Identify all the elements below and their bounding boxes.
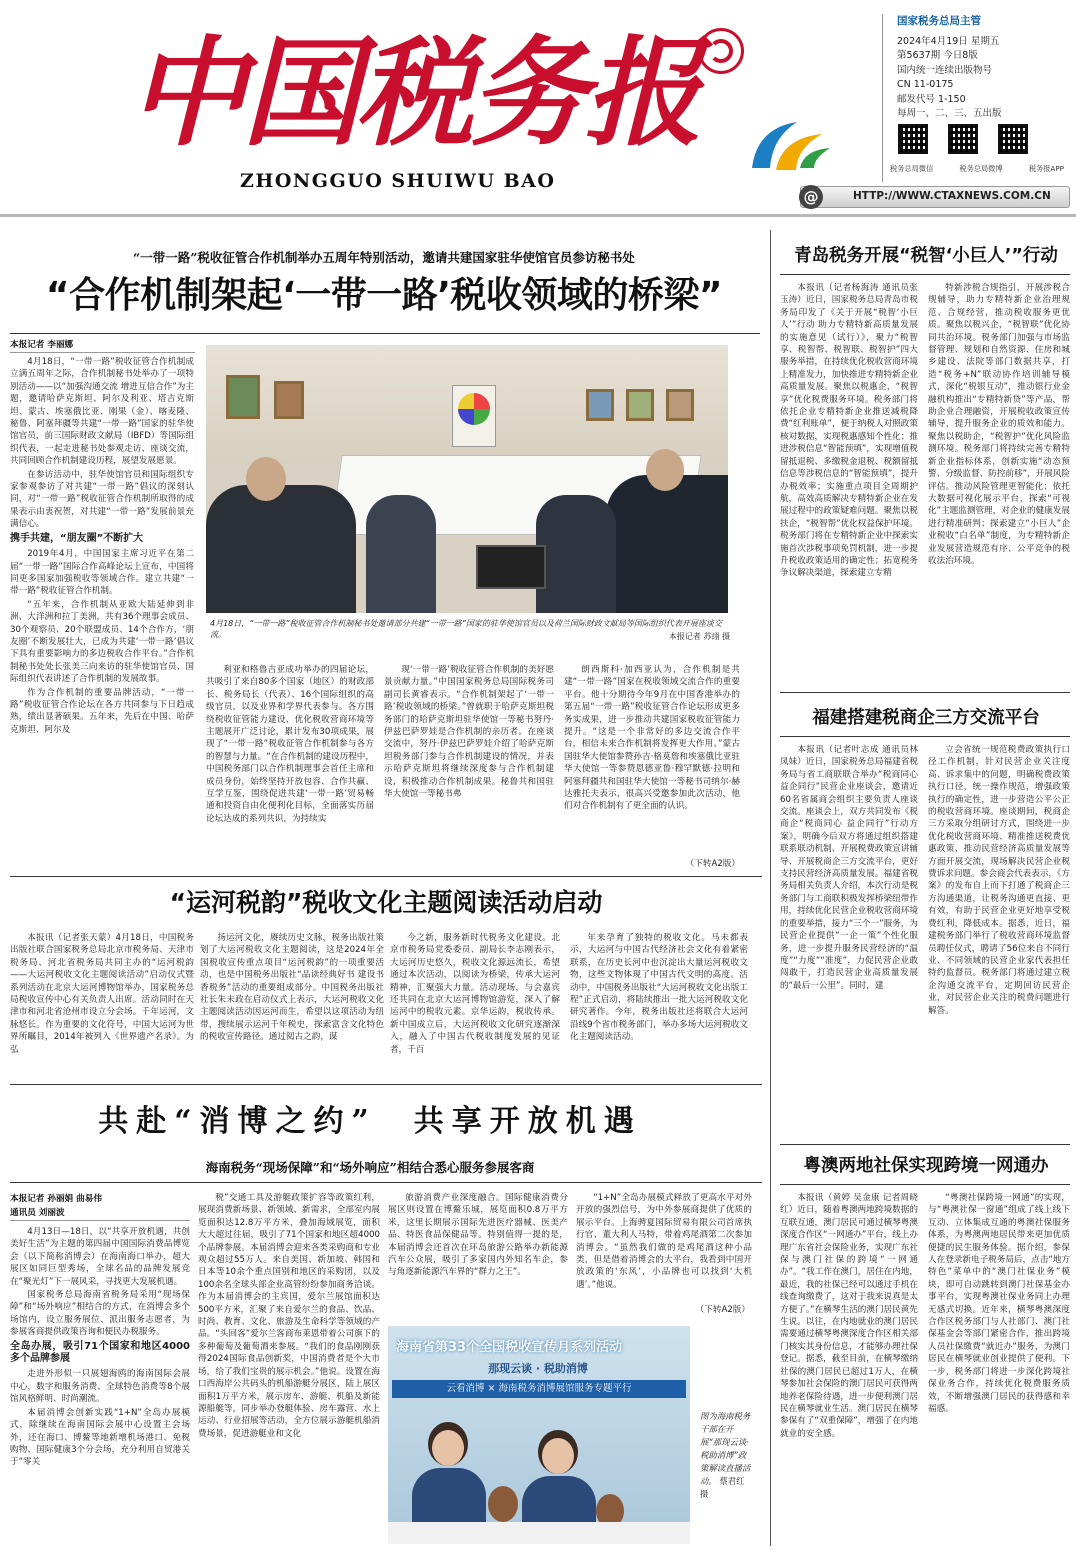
publication-schedule: 每周一、二、三、五出版 bbox=[897, 108, 1002, 119]
side2-col1 bbox=[780, 744, 918, 1134]
supervisor-line: 国家税务总局主管 bbox=[897, 15, 981, 27]
lead-paragraph: 4月18日，“一带一路”税收征管合作机制成立满五周年之际，合作机制秘书处举办了一项特别活动——以“加强沟通交流 增进互信合作”为主题，邀请哈萨克斯坦、阿尔及利亚、塔吉克斯坦、蒙古、埃塞俄比亚、刚果（金）、喀麦隆、秘鲁、阿塞拜疆等共建“一带一路”国家的驻华使馆官员，前三国际财政文献局（IBFD）等国际组织代表，一起走进秘书处参观走访、座谈交流，共同回顾合作机制建设历程，展望发展愿景。 bbox=[10, 357, 194, 467]
at-icon: @ bbox=[799, 185, 823, 209]
side2-col2 bbox=[928, 744, 1070, 1134]
lead-paragraph: “五年来，合作机制从亚欧大陆延伸到非洲、大洋洲和拉丁美洲，共有36个理事会成员、30个观察员、20个联盟成员、14个合作方，‘朋友圈’不断发展壮大，已成为共建‘一带一路’倡议下具有重要影响力的多边税收合作平台。”合作机制秘书处处长张美三向来访的驻华使馆官员、国际组织代表讲述了合作机制的发展故事。 bbox=[10, 599, 194, 685]
lead-photo-caption: 4月18日，“一带一路”税收征管合作机制秘书处邀请部分共建“一带一路”国家的驻华使馆官员以及荷兰国际财政文献局等国际组织代表开展座谈交流。 bbox=[210, 619, 722, 639]
lead-headline: “合作机制架起‘一带一路’税收领域的桥梁” bbox=[45, 275, 723, 316]
article3-byline: 本报记者 孙丽娟 曲易伟 bbox=[10, 1194, 102, 1204]
url-bar[interactable] bbox=[800, 186, 1070, 208]
side1-col1 bbox=[780, 282, 918, 682]
article3-subhead: 海南税务“现场保障”和“场外响应”相结合悉心服务参展客商 bbox=[205, 1160, 535, 1175]
qr-label-app: 税务报APP bbox=[1028, 164, 1064, 173]
article2-paragraph: 扬运河文化，赓续历史文脉，税务出版社策划了大运河税收文化主题阅读，这是2024年全国税收宣传重点项目“运河税韵”的一项重要活动，也是中国税务出版社“品读经典好书 建设书香税务”活动的重要组成部分。中国税务出版社社长朱未政在启动仪式上表示，大运河税收文化主题阅读活动因运河而生，希望以这项活动为纽带，搜续展示运河千年税史，探索富含文化特色的税收宣传路径。通过阅古之韵，谋 bbox=[200, 933, 384, 1043]
lead-photo bbox=[206, 345, 728, 613]
article2-paragraph: 年来孕育了独特的税收文化。马未都表示，大运河与中国古代经济社会文化有着紧密联系，在历史长河中也沉淀出大量运河税收文物，这些文物体现了中国古代文明的高度。活动中，中国税务出版社“大运河税收文化出版工程”正式启动，将陆续推出一批大运河税收文化研究著作。今年，税务出版社还将联合大运河沿线9个省市税务部门，举办多场大运河税收文化主题阅读活动。 bbox=[570, 933, 748, 1043]
lead-subheading: 携手共建，“朋友圈”不断扩大 bbox=[10, 532, 144, 544]
lead-col1 bbox=[10, 356, 194, 870]
article3-photo-caption-text: 图为海南税务干部在开展“那现云谈·税助消博”政策解读直播活动。 bbox=[700, 1411, 751, 1486]
side3-paragraph: “粤澳社保跨境一网通”的实现，与“粤澳社保一窗通”组成了线上线下互动、立体集成互通的粤澳社保服务体系，为粤澳两地居民带来更加优质便捷的民生服务体验。据介绍，参保人在登录新电子税务局后，点击“地方特色”菜单中的“澳门社保业务”模块，即可自动跳转到澳门社保基金办事平台，实现粤澳社保业务同上办理无感式切换。近年来，横琴粤澳深度合作区税务部门与人社部门、澳门社保基金会等部门紧密合作，推出跨境人员社保缴费“就近办”服务，为澳门居民在横琴就业创业提供了便利。下一步，税务部门将进一步深化跨境社保业务合作，持续优化税费服务质效，不断增强澳门居民的获得感和幸福感。 bbox=[928, 1193, 1070, 1414]
lead-continue-note: （下转A2版） bbox=[685, 859, 740, 869]
lead-paragraph: 作为合作机制的重要品牌活动，“一带一路”税收征管合作论坛在各方共同参与下日趋成熟，绩出显著硕果。五年来，先后在中国、哈萨克斯坦、阿尔及 bbox=[10, 687, 194, 735]
qr-code-wechat[interactable] bbox=[898, 124, 928, 154]
side1-title: 青岛税务开展“税智‘小巨人’”行动 bbox=[794, 246, 1058, 266]
article3-photo bbox=[388, 1326, 690, 1544]
article3-paragraph: 走进外形似一只展翅海鸥的海南国际会展中心，数字和服务消费、全球特色消费等8个展馆风格鲜明、时尚潮流。 bbox=[10, 1369, 190, 1405]
photo-banner-text-3: 云看消博 × 海南税务消博展馆服务专题平行 bbox=[392, 1380, 686, 1398]
issue-line: 第5637期 今日8版 bbox=[897, 50, 978, 61]
side1-paragraph: 本报讯（记者杨海涛 通讯员张玉涛）近日，国家税务总局青岛市税务局印发了《关于开展“税智‘小巨人’”行动 助力专精特新高质量发展的实施意见（试行）》，聚力“税智享、税智帮、税智联、税智护”四大服务举措，在持续优化税收营商环境上精准发力，加快推进专精特新企业高质量发展。聚焦以税惠企，“税智享”优化税费服务环境。税务部门将依托企业专精特新企业推送减税降费“红利账单”，便于纳税人对照政策核对数据，实现税惠感知个性化；推进涉税信息“智能预填”，实现增值税留抵退税、多缴税金退税、税额留抵信息等涉税信息的“智能预填”，提升办税效率；实施重点项目全周期护航，高效高质解决专精特新企业在发展过程中的政策疑难问题。聚焦以税扶企，“税智帮”优化权益保护环境。税务部门将在专精特新企业中探索实施首次涉税事项免罚机制，进一步提升税收政策适用的确定性；拓宽税务争议解决渠道，探索建立专精 bbox=[780, 283, 918, 579]
article2-col3 bbox=[390, 932, 560, 1078]
lead-paragraph: 利亚和格鲁吉亚成功举办的四届论坛，共吸引了来自80多个国家（地区）的财政部长、税务局长（代表）、16个国际组织的高级官员，以及业界和学界代表参与。各方围绕税收征管能力建设、优化税收营商环境等主题展开广泛讨论，累计发布30项成果，展现了“一带一路”税收征管合作机制参与各方的智慧与力量。“在合作机制的建设历程中，中国税务部门以合作机制理事会首任主席和成员身份，始终坚持开放包容、合作共赢、互学互鉴，围绕促进共建‘一带一路’贸易畅通和投资自由化便利化目标，全面落实历届论坛达成的系列共识，为持续实 bbox=[206, 665, 374, 824]
lead-col2 bbox=[206, 664, 374, 870]
newspaper-seal-logo bbox=[698, 28, 744, 74]
article3-photo-caption bbox=[700, 1410, 752, 1501]
qr-label-wechat: 税务总局微信 bbox=[890, 164, 934, 173]
article3-paragraph: 税”交通工具及游艇政策扩容等政策红利，展现消费新场景、新领域、新需求，全部室内展览面积达12.8万平方米，叠加海域展览，面积大大超过往届，吸引了71个国家和地区超4000个品牌参展。本届消博会迎来各类采购商和专业观众超过55万人。来自美国、新加坡、韩国和日本等10余个重点国别和地区的采购团，以及100余名全球头部企业高管纷纷参加商务洽谈。作为本届消博会的主宾国，爱尔兰展馆面积达500平方米，汇聚了来自爱尔兰的食品、饮品、时尚、教育、文化、旅游及生命科学等领域的产品。“头回客”爱尔兰客商布莱恩带着公司旗下的多种葡萄及葡萄酒来参展。“我们的食品刚刚获得2024国际食品创新奖，中国消费者是个大市场，给了我们宝贵的展示机会。”他说。设置在海口西海岸公共码头的机船游艇分展区，陆上展区面积1万平方米，展示房车、游艇、机船及新能源船艇等，同步举办登艇体验、房车露营、水上运动、行业招展等活动，全方位展示游艇机船消费场景，促进游艇业和文化 bbox=[198, 1193, 380, 1439]
postal-code: 邮发代号 1-150 bbox=[897, 93, 966, 105]
article2-col4 bbox=[570, 932, 748, 1078]
article3-col2 bbox=[198, 1192, 380, 1544]
article2-headline: “运河税韵”税收文化主题阅读活动启动 bbox=[169, 888, 603, 917]
lead-col4 bbox=[564, 664, 740, 857]
side3-col1 bbox=[780, 1192, 918, 1544]
cn-number: CN 11-0175 bbox=[897, 79, 954, 90]
lead-col3 bbox=[384, 664, 554, 870]
qr-code-app[interactable] bbox=[998, 124, 1028, 154]
photo-banner-text: 海南省第33个全国税收宣传月系列活动 bbox=[396, 1340, 623, 1355]
article3-continue-note: （下转A2版） bbox=[695, 1305, 750, 1315]
article3-photo-credit: 蔡君红 摄 bbox=[700, 1476, 745, 1499]
article3-paragraph: 4月13日—18日，以“共享开放机遇，共创美好生活”为主题的第四届中国国际消费品博览会（以下简称消博会）在海南海口举办，超大展区如同巨型秀场，全球名品的品牌发展竞在“聚光灯”下一展风采，寻找更大发展机遇。 bbox=[10, 1227, 190, 1287]
serial-label: 国内统一连续出版物号 bbox=[897, 64, 993, 76]
article3-paragraph: “1+N”全岛办展模式释放了更高水平对外开放的强烈信号，为中外参展商提供了优质的展示平台。上海骋夏国际贸易有限公司首席执行官、董大利人马特，带着鸡尾酒第二次参加消博会。“虽然我们做的是鸡尾酒这种小品类，但是借着消博会的大平台，我看到中国开放政策的‘东风’，小品牌也可以找到‘大机遇’。”他说。 bbox=[576, 1193, 752, 1290]
lead-byline: 本报记者 李丽娜 bbox=[10, 340, 74, 350]
side2-title: 福建搭建税商企三方交流平台 bbox=[812, 708, 1040, 728]
article3-paragraph: 本届消博会创新实践“1+N”全岛办展模式，除继续在海南国际会展中心设置主会场外，还在海口、博鳌等地新增机场港口、免税购物、国际健康3个分会场，充分利用自贸港关于“零关 bbox=[10, 1407, 190, 1468]
side1-col2 bbox=[928, 282, 1070, 682]
article3-byline-2: 通讯员 刘丽波 bbox=[10, 1208, 65, 1218]
article3-paragraph: 旅游消费产业深度融合。国际健康消费分展区则设置在博鳌乐城，展览面积0.8万平方米，这里长期展示国际先进医疗器械、医美产品、特医食品保健品等。特别值得一提的是，本届消博会还首次在环岛旅游公路举办新能源汽车公众展，吸引了多家国内外知名车企，参与角逐新能源汽车界的“群力之王”。 bbox=[388, 1193, 568, 1278]
masthead-title: 中国税务报 bbox=[128, 23, 699, 162]
article3-col3 bbox=[388, 1192, 568, 1316]
lead-photo-credit: 本报记者 苏翊 摄 bbox=[668, 632, 730, 641]
article3-headline: 共赴“消博之约” 共享开放机遇 bbox=[98, 1104, 642, 1139]
photo-banner-text-2: 那现云谈 · 税助消博 bbox=[488, 1362, 588, 1375]
lead-kicker: “一带一路”税收征管合作机制举办五周年特别活动，邀请共建国家驻华使馆官员参访秘书处 bbox=[133, 250, 635, 265]
side3-paragraph: 本报讯（黄婷 吴金康 记者周晓红）近日，随着粤澳两地跨境数据的互联互通，澳门居民可通过横琴粤澳深度合作区“一网通办”平台，线上办理广东省社会保险业务，实现广东社保与澳门社保的跨境“一网通办”。“我工作在澳门，居住在内地，最近，我的社保已经可以通过手机在线查询缴费了，这对于我来说真是太方便了。”在横琴生活的澳门居民黄先生说。以往，在内地就业的澳门居民需要通过横琴粤澳深度合作区相关部门核实其身份信息，才能够办理社保登记。据悉，截至目前，在横琴缴纳社保的澳门居民已超过1万人，在横琴参加社会保险的澳门居民可获得两地养老保险待遇，进一步便利澳门居民在横琴就业生活。澳门居民在横琴参保有了“双重保障”，增强了在内地就业的安全感。 bbox=[780, 1193, 918, 1439]
side1-paragraph: 特新涉税合规指引，开展涉税合规辅导，助力专精特新企业治理规范、合规经营，推动税收服务更优质。聚焦以税兴企，“税智联”优化协同共治环境。税务部门加强与市场监督管理、规划和自然资源、住房和城乡建设、法院等部门数据共享，打造“税务+N”联动协作培训辅导模式，深化“税银互动”，推动银行业金融机构推出“专精特新贷”等产品，帮助企业合理融资，开展税收政策宣传辅导，提升服务企业的质效和能力。聚焦以税助企，“税智护”优化风险监测环境。税务部门将持续完善专精特新企业指标体系，创新实施“动态预警、分级监督、防控前移”，开展风险评估。推动风险管理更智能化；依托大数据可视化展示平台，探索“可视化”主题监测管理，对企业的健康发展进行精准研判；探索建立“小巨人”企业税收“白名单”制度，为专精特新企业发展营造规范有序、公平竞争的税收法治环境。 bbox=[928, 283, 1070, 566]
side3-col2 bbox=[928, 1192, 1070, 1544]
wave-emblem-icon bbox=[742, 108, 834, 178]
qr-label-weibo: 税务总局微博 bbox=[959, 164, 1003, 173]
side2-paragraph: 立会省统一规范税费政策执行口径工作机制，针对民营企业关注度高、诉求集中的问题，明确税费政策执行口径，统一操作规范，增强政策执行的确定性，进一步营造公平公正的税收营商环境。座谈期间，税商企三方采取分组研讨方式，围绕进一步优化税收营商环境、精准推送税费优惠政策、推动民营经济高质量发展等方面开展交流，现场解决民营企业税费诉求问题。参会商会代表表示，《方案》的发布自上而下打通了税商企三方沟通渠道，让税务沟通更直接、更有效，有助于民营企业更好地享受税费红利，降低成本。据悉，近日，福建税务部门举行了税收营商环境监督员聘任仪式，聘请了56位来自不同行业、不同领域的民营企业家代表担任特约监督员。税务部门将通过建立税企沟通交流平台，定期回访民营企业，对民营企业关注的税费问题进行解答。 bbox=[928, 745, 1070, 1016]
lead-paragraph: 朗西斯科·加西亚认为，合作机制是共建“一带一路”国家在税收领域交流合作的重要平台。他十分期待今年9月在中国香港举办的第五届“一带一路”税收征管合作论坛形成更多务实成果，进一步推动共建国家税收征管能力提升。“这是一个非常好的多边交流合作平台，相信未来合作机制将发挥更大作用。”蒙古国驻华大使馆参赞孙吉·格莫詹和埃塞俄比亚驻华大使馆一等参赞恩德亚鲁·穆罕默德·拉明和阿塞拜疆共和国驻华大使馆一等秘书司纳尔·赫达雅托夫表示，很高兴受邀参加此次活动，他们对合作机制有了更全面的认识。 bbox=[564, 665, 740, 812]
article3-col1 bbox=[10, 1226, 190, 1544]
masthead bbox=[0, 0, 1076, 230]
article3-col4 bbox=[576, 1192, 752, 1304]
article2-col2 bbox=[200, 932, 384, 1078]
article3-paragraph: 国家税务总局海南省税务局采用“现场保障”和“场外响应”相结合的方式，在消博会多个场馆内，设立服务展位、派出服务志愿者，为参展客商提供政策咨询和便民办税服务。 bbox=[10, 1290, 190, 1338]
lead-paragraph: 在参访活动中，驻华使馆官员和国际组织专家参观参访了对共建“一带一路”倡议的深刻认同，对“一带一路”税收征管合作机制所取得的成果表示由衷祝贺，对共建“一带一路”发展前景充满信心。 bbox=[10, 469, 194, 530]
website-url[interactable]: HTTP://WWW.CTAXNEWS.COM.CN bbox=[853, 190, 1051, 202]
side3-title: 粤澳两地社保实现跨境一网通办 bbox=[803, 1156, 1049, 1176]
masthead-pinyin: ZHONGGUO SHUIWU BAO bbox=[240, 170, 556, 192]
side2-paragraph: 本报讯（记者叶志成 通讯员林凤妹）近日，国家税务总局福建省税务局与省工商联联合举办“税商同心 益企同行”民营企业座谈会，邀请近60名省属商会组织主要负责人座谈交流。座谈会上，双方共同发布《税商企“税商同心 益企同行”行动方案》，明确今后双方将通过组织搭建联系联动机制、开展税费政策宣讲辅导、开展税商企三方交流平台，更好支持民营经济高质量发展。福建省税务局相关负责人介绍，本次行动是税务部门与工商联积极发挥桥梁纽带作用，持续优化民营企业税收营商环境的重要举措，接力“三个一”服务，为民营企业提供“一企一策”个性化服务，进一步提升服务民营经济的“温度”“力度”“准度”，力促民营企业敢闯敢干，打造民营企业高质量发展的“最后一公里”。同时，建 bbox=[780, 745, 918, 991]
article2-col1 bbox=[10, 932, 194, 1078]
article2-paragraph: 今之新，服务新时代税务文化建设。北京市税务局党委委员、副局长李志刚表示，大运河历史悠久，税收文化源远流长，希望通过本次活动，以阅读为桥梁，传承大运河精神，汇聚强大力量。活动现场，与会嘉宾还共同在北京大运河博物馆游览，深入了解运河中的税收元素。京华运韵，税收传承。新中国成立后，大运河税收文化研究逐渐深入，融入了中国古代税收制度发展的见证者，千百 bbox=[390, 933, 560, 1055]
date-line: 2024年4月19日 星期五 bbox=[897, 35, 1000, 47]
lead-paragraph: 2019年4月，中国国家主席习近平在第二届“一带一路”国际合作高峰论坛上宣布，中国将同更多国家加强税收等领域合作。建立共建“一带一路”税收征管合作机制。 bbox=[10, 549, 194, 597]
article3-subheading: 全岛办展，吸引71个国家和地区4000多个品牌参展 bbox=[10, 1340, 190, 1365]
lead-paragraph: 现‘一带一路’税收征管合作机制的美好愿景贡献力量。”中国国家税务总局国际税务司副司长黄睿表示。“合作机制架起了‘一带一路’税收领域的桥梁。”曾就职于哈萨克斯坦税务部门的哈萨克斯坦驻华使馆一等秘书努丹·伊兹巴萨罗娃是合作机制的亲历者。在座谈交流中，努丹·伊兹巴萨罗娃介绍了哈萨克斯坦税务部门参与合作机制建设的情况，并表示哈萨克斯坦将继续深度参与合作机制建设，积极推动合作机制成果。秘鲁共和国驻华大使馆一等秘书弗 bbox=[384, 665, 554, 800]
article2-paragraph: 本报讯（记者张天蒙）4月18日，中国税务出版社联合国家税务总局北京市税务局、天津市税务局、河北省税务局共同主办的“运河税韵——大运河税收文化主题阅读活动”启动仪式暨系列活动在北京大运河博物馆举办，国家税务总局税收宣传中心有关负责人出席。活动同时在天津市和河北省沧州市设立分会场。千年运河，文脉悠长。作为重要的文化符号，中国大运河为世界所瞩目，2014年被列入《世界遗产名录》。为弘 bbox=[10, 933, 194, 1055]
qr-code-weibo[interactable] bbox=[948, 124, 978, 154]
